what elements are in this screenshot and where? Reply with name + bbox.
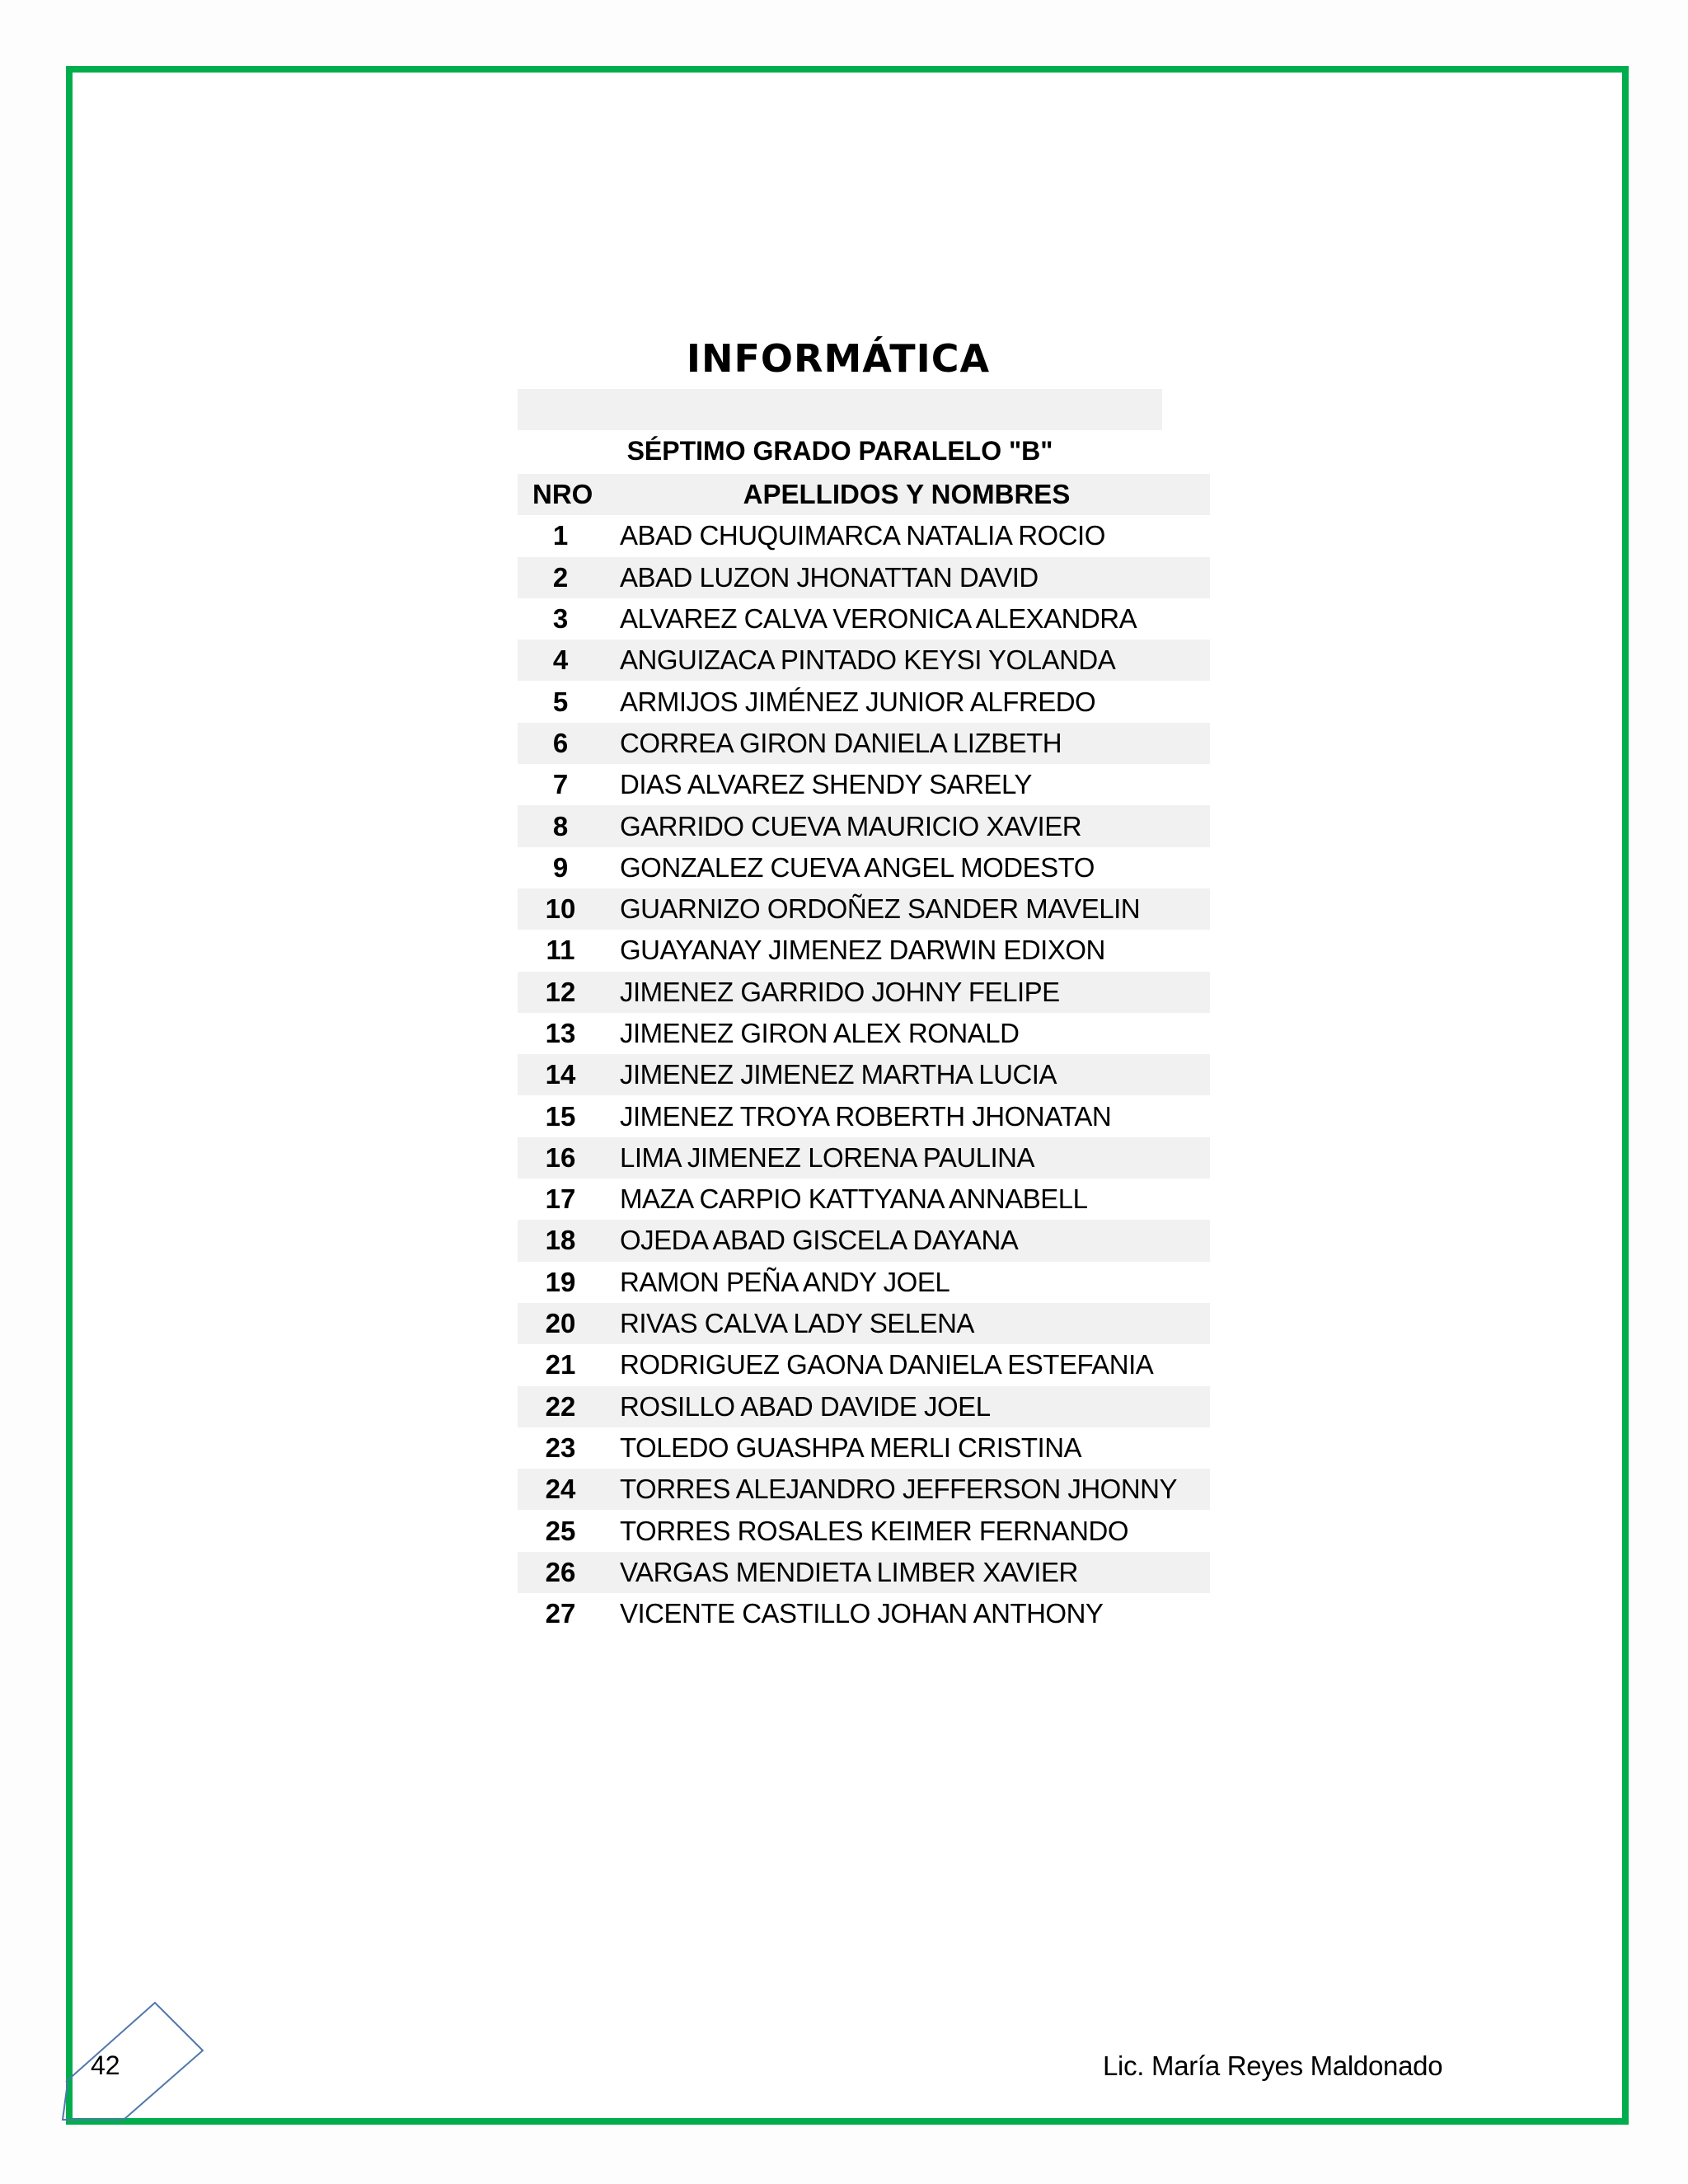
row-number: 22	[545, 1390, 576, 1422]
student-name: GARRIDO CUEVA MAURICIO XAVIER	[620, 810, 1082, 841]
page-number-diamond-icon	[58, 1978, 206, 2126]
table-row	[518, 1469, 1210, 1510]
table-row	[518, 972, 1210, 1013]
table-row	[518, 764, 1210, 805]
table-row	[518, 515, 1210, 556]
student-name: JIMENEZ JIMENEZ MARTHA LUCIA	[620, 1059, 1057, 1090]
student-name: JIMENEZ GARRIDO JOHNY FELIPE	[620, 976, 1060, 1007]
student-name: GUAYANAY JIMENEZ DARWIN EDIXON	[620, 935, 1105, 966]
student-name: RIVAS CALVA LADY SELENA	[620, 1308, 974, 1339]
student-name: VARGAS MENDIETA LIMBER XAVIER	[620, 1556, 1078, 1587]
students-table	[518, 474, 1210, 1634]
row-number: 11	[546, 935, 575, 966]
student-name: VICENTE CASTILLO JOHAN ANTHONY	[620, 1598, 1104, 1629]
student-name: ABAD CHUQUIMARCA NATALIA ROCIO	[620, 520, 1105, 551]
table-row	[518, 888, 1210, 930]
student-name: RAMON PEÑA ANDY JOEL	[620, 1266, 950, 1297]
table-row	[518, 1344, 1210, 1385]
row-number: 24	[545, 1474, 576, 1505]
table-row	[518, 930, 1210, 971]
student-name: RODRIGUEZ GAONA DANIELA ESTEFANIA	[620, 1349, 1154, 1380]
row-number: 2	[552, 561, 569, 593]
row-number: 15	[545, 1100, 576, 1132]
footer-author: Lic. María Reyes Maldonado	[1103, 2050, 1443, 2081]
table-row	[518, 1593, 1210, 1634]
student-name: ANGUIZACA PINTADO KEYSI YOLANDA	[620, 644, 1116, 676]
row-number: 14	[545, 1059, 576, 1090]
table-row	[518, 1303, 1210, 1344]
title-text: INFORMÁTICA	[686, 336, 991, 381]
row-number: 1	[552, 520, 569, 551]
row-number: 4	[552, 644, 569, 676]
student-name: ALVAREZ CALVA VERONICA ALEXANDRA	[620, 603, 1137, 635]
student-name: JIMENEZ TROYA ROBERTH JHONATAN	[620, 1100, 1112, 1132]
table-header-row	[518, 474, 1210, 515]
row-number: 13	[545, 1018, 576, 1048]
table-row	[518, 640, 1210, 681]
column-header-name: APELLIDOS Y NOMBRES	[743, 479, 1071, 510]
row-number: 12	[545, 976, 576, 1007]
row-number: 27	[545, 1598, 576, 1629]
row-number: 25	[545, 1515, 576, 1546]
table-row	[518, 1054, 1210, 1095]
student-name: MAZA CARPIO KATTYANA ANNABELL	[620, 1183, 1088, 1215]
table-row	[518, 598, 1210, 640]
table-row	[518, 1262, 1210, 1303]
student-name: ARMIJOS JIMÉNEZ JUNIOR ALFREDO	[620, 686, 1096, 717]
table-row	[518, 1013, 1210, 1054]
student-name: TORRES ALEJANDRO JEFFERSON JHONNY	[620, 1474, 1178, 1505]
table-row	[518, 1510, 1210, 1551]
student-name: OJEDA ABAD GISCELA DAYANA	[620, 1225, 1019, 1256]
row-number: 20	[545, 1308, 576, 1339]
table-row	[518, 1386, 1210, 1427]
row-number: 26	[545, 1556, 576, 1587]
row-number: 6	[552, 727, 569, 758]
column-header-nro: NRO	[532, 479, 593, 510]
row-number: 19	[545, 1266, 576, 1297]
student-name: JIMENEZ GIRON ALEX RONALD	[620, 1018, 1020, 1048]
table-row	[518, 557, 1210, 598]
table-row	[518, 1220, 1210, 1261]
student-name: ROSILLO ABAD DAVIDE JOEL	[620, 1390, 991, 1422]
row-number: 23	[545, 1432, 576, 1463]
row-number: 9	[552, 851, 569, 883]
student-name: LIMA JIMENEZ LORENA PAULINA	[620, 1141, 1035, 1173]
table-row	[518, 681, 1210, 722]
row-number: 16	[545, 1141, 576, 1173]
row-number: 21	[545, 1349, 576, 1380]
table-row	[518, 847, 1210, 888]
table-row	[518, 805, 1210, 846]
student-name: DIAS ALVAREZ SHENDY SARELY	[620, 769, 1032, 800]
header-band	[518, 389, 1162, 430]
row-number: 17	[545, 1183, 576, 1215]
student-name: TORRES ROSALES KEIMER FERNANDO	[620, 1515, 1129, 1546]
table-row	[518, 1552, 1210, 1593]
document-title	[0, 336, 1688, 381]
row-number: 8	[552, 810, 569, 841]
row-number: 3	[552, 603, 569, 635]
table-row	[518, 1095, 1210, 1137]
student-name: GUARNIZO ORDOÑEZ SANDER MAVELIN	[620, 893, 1141, 925]
row-number: 7	[552, 769, 569, 800]
table-row	[518, 723, 1210, 764]
row-number: 18	[545, 1225, 576, 1256]
row-number: 5	[552, 686, 569, 717]
table-row	[518, 1137, 1210, 1179]
page-number: 42	[91, 2050, 120, 2080]
student-name: GONZALEZ CUEVA ANGEL MODESTO	[620, 851, 1095, 883]
student-name: ABAD LUZON JHONATTAN DAVID	[620, 561, 1039, 593]
row-number: 10	[545, 893, 576, 925]
document-subtitle: SÉPTIMO GRADO PARALELO "B"	[626, 436, 1053, 466]
table-row	[518, 1179, 1210, 1220]
table-row	[518, 1427, 1210, 1469]
student-name: TOLEDO GUASHPA MERLI CRISTINA	[620, 1432, 1082, 1463]
student-name: CORREA GIRON DANIELA LIZBETH	[620, 727, 1062, 758]
